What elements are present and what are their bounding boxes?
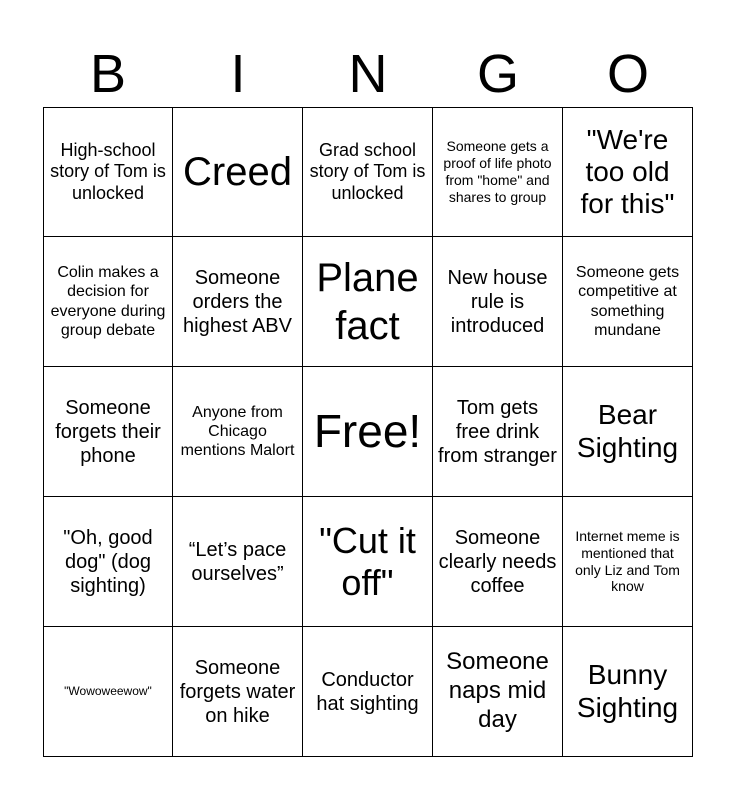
bingo-cell[interactable] bbox=[173, 367, 303, 497]
cell-text: "We're too old for this" bbox=[580, 123, 675, 220]
bingo-cell[interactable] bbox=[43, 237, 173, 367]
cell-text: Bunny Sighting bbox=[576, 659, 679, 723]
bingo-cell[interactable] bbox=[433, 497, 563, 627]
cell-text: High-school story of Tom is unlocked bbox=[50, 139, 166, 203]
header-letter-n: N bbox=[348, 44, 388, 104]
bingo-board bbox=[43, 107, 693, 757]
cell-text: Internet meme is mentioned that only Liz and Tom know bbox=[575, 527, 680, 595]
cell-text: Someone naps mid day bbox=[446, 648, 549, 733]
bingo-cell[interactable] bbox=[433, 627, 563, 757]
bingo-cell[interactable] bbox=[433, 237, 563, 367]
bingo-cell[interactable] bbox=[303, 627, 433, 757]
cell-text: Anyone from Chicago mentions Malort bbox=[180, 403, 295, 460]
cell-text: Someone clearly needs coffee bbox=[438, 526, 557, 597]
bingo-cell[interactable] bbox=[43, 367, 173, 497]
cell-text: Someone forgets water on hike bbox=[179, 656, 296, 727]
cell-text: Someone orders the highest ABV bbox=[183, 266, 292, 337]
cell-text: "Cut it off" bbox=[319, 520, 416, 603]
bingo-cell[interactable] bbox=[433, 107, 563, 237]
bingo-cell[interactable] bbox=[303, 107, 433, 237]
cell-text: Someone gets competitive at something mundane bbox=[575, 264, 680, 339]
cell-text: "Wowoweewow" bbox=[64, 684, 152, 699]
bingo-cell[interactable] bbox=[43, 497, 173, 627]
cell-text: Tom gets free drink from stranger bbox=[438, 396, 557, 467]
free-space-cell[interactable] bbox=[303, 367, 433, 497]
bingo-cell[interactable] bbox=[173, 107, 303, 237]
cell-text: Plane fact bbox=[316, 255, 419, 348]
cell-text: Creed bbox=[183, 150, 292, 194]
header-letter-g: G bbox=[476, 44, 519, 104]
cell-text: Someone gets a proof of life photo from "home" and shares to group bbox=[443, 138, 552, 205]
bingo-cell[interactable] bbox=[43, 627, 173, 757]
bingo-cell[interactable] bbox=[173, 627, 303, 757]
bingo-cell[interactable] bbox=[563, 107, 693, 237]
bingo-cell[interactable] bbox=[563, 237, 693, 367]
bingo-cell[interactable] bbox=[43, 107, 173, 237]
bingo-cell[interactable] bbox=[303, 237, 433, 367]
cell-text: Conductor hat sighting bbox=[316, 668, 419, 715]
cell-text: "Oh, good dog" (dog sighting) bbox=[63, 526, 153, 597]
bingo-cell[interactable] bbox=[563, 627, 693, 757]
header-letter-i: I bbox=[230, 44, 246, 104]
bingo-cell[interactable] bbox=[563, 367, 693, 497]
bingo-cell[interactable] bbox=[303, 497, 433, 627]
header-letter-o: O bbox=[606, 44, 649, 104]
cell-text: Grad school story of Tom is unlocked bbox=[309, 139, 426, 203]
cell-text: Someone forgets their phone bbox=[55, 396, 161, 467]
free-space-text: Free! bbox=[313, 404, 422, 457]
header-letter-b: B bbox=[89, 44, 127, 104]
cell-text: “Let’s pace ourselves” bbox=[188, 538, 287, 585]
cell-text: Bear Sighting bbox=[576, 399, 679, 463]
cell-text: Colin makes a decision for everyone during group debate bbox=[50, 264, 166, 339]
bingo-cell[interactable] bbox=[563, 497, 693, 627]
bingo-cell[interactable] bbox=[173, 497, 303, 627]
bingo-cell[interactable] bbox=[433, 367, 563, 497]
bingo-header bbox=[43, 40, 693, 108]
cell-text: New house rule is introduced bbox=[447, 266, 548, 337]
bingo-cell[interactable] bbox=[173, 237, 303, 367]
